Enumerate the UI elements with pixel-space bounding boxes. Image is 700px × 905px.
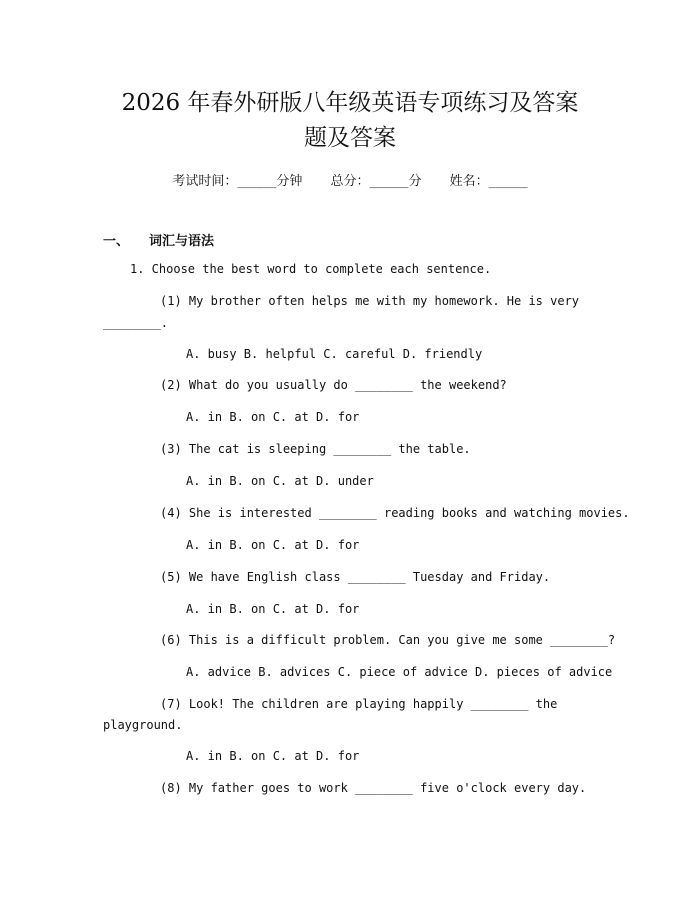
exam-score-field: 总分：______分 bbox=[330, 174, 422, 189]
question-2-options: A. in B. on C. at D. for bbox=[186, 410, 360, 424]
section-number: 一、 bbox=[103, 234, 130, 249]
question-5-stem: (5) We have English class ________ Tuesday and Friday. bbox=[160, 570, 551, 584]
question-5-options: A. in B. on C. at D. for bbox=[186, 602, 360, 616]
section-heading bbox=[103, 230, 214, 249]
question-7-stem-cont: playground. bbox=[103, 718, 183, 732]
question-7-options: A. in B. on C. at D. for bbox=[186, 749, 360, 763]
question-6-options: A. advice B. advices C. piece of advice D. pieces of advice bbox=[186, 665, 613, 679]
question-4-stem: (4) She is interested ________ reading books and watching movies. bbox=[160, 506, 630, 520]
exam-info bbox=[0, 170, 700, 189]
question-instruction: 1. Choose the best word to complete each sentence. bbox=[130, 262, 492, 276]
question-1-stem: (1) My brother often helps me with my homework. He is very bbox=[160, 294, 580, 308]
question-3-options: A. in B. on C. at D. under bbox=[186, 474, 374, 488]
question-4-options: A. in B. on C. at D. for bbox=[186, 538, 360, 552]
question-3-stem: (3) The cat is sleeping ________ the table. bbox=[160, 442, 471, 456]
question-6-stem: (6) This is a difficult problem. Can you give me some ________? bbox=[160, 633, 616, 647]
question-7-stem: (7) Look! The children are playing happily ________ the bbox=[160, 697, 558, 711]
question-2-stem: (2) What do you usually do ________ the weekend? bbox=[160, 378, 507, 392]
exam-name-field: 姓名：______ bbox=[449, 174, 528, 189]
document-title-line1: 2026 年春外研版八年级英语专项练习及答案 bbox=[121, 90, 579, 116]
question-8-stem: (8) My father goes to work ________ five o'clock every day. bbox=[160, 781, 587, 795]
question-1-options: A. busy B. helpful C. careful D. friendly bbox=[186, 347, 483, 361]
section-title: 词汇与语法 bbox=[149, 234, 215, 249]
document-title-line2: 题及答案 bbox=[304, 125, 396, 151]
question-1-stem-cont: ________. bbox=[103, 316, 169, 330]
exam-time-field: 考试时间：______分钟 bbox=[172, 174, 303, 189]
